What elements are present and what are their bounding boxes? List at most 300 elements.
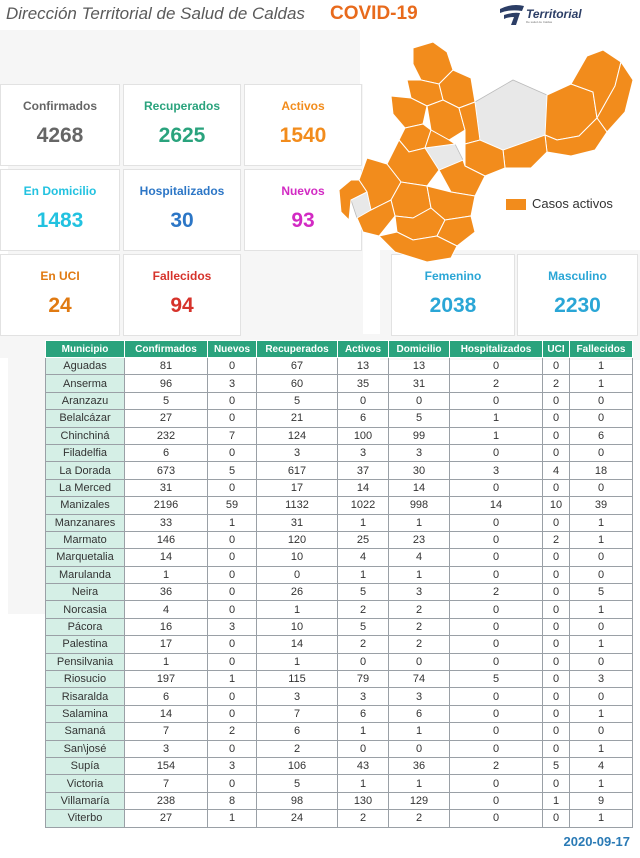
table-cell: 1	[570, 810, 633, 827]
municipio-cell: Pácora	[46, 618, 125, 635]
card-label: Femenino	[424, 269, 482, 283]
table-cell: 0	[450, 653, 543, 670]
municipio-cell: Marmato	[46, 531, 125, 548]
table-row	[46, 566, 633, 583]
card-label: En UCI	[40, 269, 80, 283]
table-cell: 130	[338, 792, 389, 809]
table-cell: 3	[257, 444, 338, 461]
table-cell: 1	[570, 705, 633, 722]
table-cell: 0	[338, 653, 389, 670]
table-cell: 16	[125, 618, 208, 635]
municipio-cell: Villamaría	[46, 792, 125, 809]
table-cell: 5	[389, 410, 450, 427]
table-row	[46, 653, 633, 670]
table-cell: 0	[389, 653, 450, 670]
table-cell: 0	[543, 584, 570, 601]
table-cell: 4	[543, 462, 570, 479]
table-row	[46, 723, 633, 740]
table-cell: 0	[338, 740, 389, 757]
table-cell: 67	[257, 358, 338, 375]
table-cell: 2	[389, 618, 450, 635]
column-header: Nuevos	[208, 341, 257, 358]
table-cell: 0	[543, 740, 570, 757]
table-cell: 3	[389, 688, 450, 705]
table-cell: 27	[125, 810, 208, 827]
card-domicilio	[0, 169, 120, 251]
municipio-cell: Aguadas	[46, 358, 125, 375]
table-cell: 6	[257, 723, 338, 740]
table-cell: 0	[450, 566, 543, 583]
table-cell: 1	[208, 810, 257, 827]
table-cell: 0	[543, 688, 570, 705]
table-cell: 0	[450, 740, 543, 757]
table-cell: 4	[338, 549, 389, 566]
card-masculino	[517, 254, 638, 336]
table-cell: 3	[208, 757, 257, 774]
table-cell: 154	[125, 757, 208, 774]
backdrop-table-side	[8, 358, 45, 614]
table-cell: 1	[389, 566, 450, 583]
table-cell: 673	[125, 462, 208, 479]
table-cell: 1	[570, 531, 633, 548]
table-cell: 1	[338, 775, 389, 792]
table-cell: 5	[450, 671, 543, 688]
table-cell: 0	[570, 618, 633, 635]
table-row	[46, 775, 633, 792]
table-row	[46, 410, 633, 427]
table-cell: 3	[570, 671, 633, 688]
table-cell: 13	[389, 358, 450, 375]
covid-heading: COVID-19	[330, 3, 418, 24]
table-cell: 13	[338, 358, 389, 375]
table-cell: 3	[208, 375, 257, 392]
table-cell: 1	[338, 514, 389, 531]
column-header: Confirmados	[125, 341, 208, 358]
table-cell: 1	[389, 514, 450, 531]
table-cell: 0	[450, 705, 543, 722]
table-cell: 2	[450, 375, 543, 392]
municipio-cell: Marquetalia	[46, 549, 125, 566]
table-cell: 37	[338, 462, 389, 479]
table-cell: 0	[208, 653, 257, 670]
municipio-cell: Belalcázar	[46, 410, 125, 427]
table-cell: 0	[450, 636, 543, 653]
table-cell: 0	[450, 531, 543, 548]
table-cell: 1	[570, 601, 633, 618]
table-row	[46, 392, 633, 409]
table-row	[46, 618, 633, 635]
table-cell: 7	[125, 723, 208, 740]
table-cell: 60	[257, 375, 338, 392]
table-cell: 3	[389, 584, 450, 601]
table-row	[46, 479, 633, 496]
municipio-cell: Victoria	[46, 775, 125, 792]
table-cell: 27	[125, 410, 208, 427]
page-title: Dirección Territorial de Salud de Caldas	[6, 4, 305, 23]
municipio-cell: Riosucio	[46, 671, 125, 688]
table-cell: 0	[570, 444, 633, 461]
table-cell: 197	[125, 671, 208, 688]
map-legend	[506, 196, 613, 211]
table-cell: 7	[257, 705, 338, 722]
table-cell: 1	[338, 723, 389, 740]
table-cell: 6	[338, 410, 389, 427]
table-cell: 0	[450, 601, 543, 618]
column-header: Activos	[338, 341, 389, 358]
table-cell: 1	[570, 775, 633, 792]
table-cell: 3	[125, 740, 208, 757]
municipios-table	[45, 340, 633, 828]
table-cell: 0	[450, 514, 543, 531]
card-value: 94	[170, 294, 194, 317]
table-cell: 0	[543, 410, 570, 427]
municipio-cell: La Merced	[46, 479, 125, 496]
table-cell: 1	[570, 740, 633, 757]
table-cell: 0	[570, 653, 633, 670]
card-label: Activos	[281, 99, 325, 113]
table-cell: 14	[257, 636, 338, 653]
municipio-cell: Manzanares	[46, 514, 125, 531]
table-cell: 1	[257, 601, 338, 618]
table-cell: 0	[389, 740, 450, 757]
table-cell: 2	[543, 531, 570, 548]
card-label: Nuevos	[281, 184, 325, 198]
table-cell: 0	[208, 688, 257, 705]
table-cell: 0	[208, 358, 257, 375]
table-cell: 23	[389, 531, 450, 548]
table-cell: 3	[208, 618, 257, 635]
table-cell: 1132	[257, 497, 338, 514]
table-cell: 0	[208, 392, 257, 409]
table-row	[46, 549, 633, 566]
table-cell: 2	[208, 723, 257, 740]
table-cell: 0	[208, 444, 257, 461]
table-cell: 5	[338, 584, 389, 601]
table-cell: 21	[257, 410, 338, 427]
table-cell: 96	[125, 375, 208, 392]
backdrop-top	[0, 30, 360, 84]
table-cell: 0	[543, 566, 570, 583]
municipio-cell: Salamina	[46, 705, 125, 722]
table-cell: 0	[208, 705, 257, 722]
table-cell: 6	[338, 705, 389, 722]
municipio-cell: Manizales	[46, 497, 125, 514]
table-cell: 0	[543, 775, 570, 792]
municipio-cell: Samaná	[46, 723, 125, 740]
table-body	[46, 358, 633, 828]
table-cell: 5	[208, 462, 257, 479]
table-cell: 10	[257, 549, 338, 566]
table-cell: 0	[450, 810, 543, 827]
card-value: 1540	[279, 124, 327, 147]
table-cell: 3	[338, 444, 389, 461]
card-label: Recuperados	[143, 99, 221, 113]
table-cell: 0	[208, 566, 257, 583]
column-header: Municipio	[46, 341, 125, 358]
table-cell: 0	[208, 410, 257, 427]
column-header: Hospitalizados	[450, 341, 543, 358]
table-row	[46, 531, 633, 548]
card-value: 30	[170, 209, 194, 232]
table-cell: 124	[257, 427, 338, 444]
table-cell: 0	[570, 723, 633, 740]
table-cell: 0	[543, 358, 570, 375]
table-cell: 1	[338, 566, 389, 583]
table-cell: 26	[257, 584, 338, 601]
table-cell: 1	[389, 723, 450, 740]
table-row	[46, 705, 633, 722]
table-cell: 1	[257, 653, 338, 670]
table-cell: 0	[543, 514, 570, 531]
card-uci	[0, 254, 120, 336]
table-row	[46, 671, 633, 688]
table-row	[46, 444, 633, 461]
card-value: 2230	[554, 294, 601, 317]
table-cell: 5	[125, 392, 208, 409]
table-cell: 1	[570, 375, 633, 392]
table-cell: 0	[450, 775, 543, 792]
table-cell: 33	[125, 514, 208, 531]
legend-swatch	[506, 199, 526, 210]
table-cell: 0	[543, 810, 570, 827]
table-cell: 2	[450, 584, 543, 601]
table-cell: 0	[570, 566, 633, 583]
table-cell: 0	[208, 549, 257, 566]
municipio-cell: Aranzazu	[46, 392, 125, 409]
table-cell: 18	[570, 462, 633, 479]
table-cell: 43	[338, 757, 389, 774]
table-cell: 0	[257, 566, 338, 583]
table-header-row	[46, 341, 633, 358]
table-cell: 10	[257, 618, 338, 635]
table-cell: 4	[125, 601, 208, 618]
table-cell: 2	[389, 601, 450, 618]
table-row	[46, 584, 633, 601]
table-cell: 25	[338, 531, 389, 548]
municipio-cell: Supía	[46, 757, 125, 774]
municipio-cell: Chinchiná	[46, 427, 125, 444]
table-cell: 0	[570, 688, 633, 705]
municipio-cell: Viterbo	[46, 810, 125, 827]
table-row	[46, 358, 633, 375]
table-cell: 30	[389, 462, 450, 479]
card-fallecidos	[123, 254, 241, 336]
table-row	[46, 757, 633, 774]
table-cell: 2	[389, 636, 450, 653]
table-cell: 14	[125, 705, 208, 722]
table-cell: 14	[338, 479, 389, 496]
logo-swoosh-icon	[498, 3, 524, 27]
card-value: 4268	[36, 124, 84, 147]
table-cell: 0	[450, 792, 543, 809]
table-cell: 5	[257, 775, 338, 792]
table-cell: 0	[543, 444, 570, 461]
table-cell: 2	[338, 636, 389, 653]
table-cell: 0	[543, 601, 570, 618]
table-cell: 1	[125, 566, 208, 583]
table-cell: 14	[389, 479, 450, 496]
table-cell: 81	[125, 358, 208, 375]
table-cell: 17	[125, 636, 208, 653]
municipio-cell: Anserma	[46, 375, 125, 392]
column-header: Domicilio	[389, 341, 450, 358]
table-cell: 120	[257, 531, 338, 548]
card-label: En Domicilio	[23, 184, 97, 198]
table-cell: 3	[338, 688, 389, 705]
card-label: Fallecidos	[152, 269, 212, 283]
table-row	[46, 810, 633, 827]
column-header: Recuperados	[257, 341, 338, 358]
table-cell: 0	[450, 358, 543, 375]
table-row	[46, 427, 633, 444]
table-cell: 0	[543, 705, 570, 722]
table-cell: 79	[338, 671, 389, 688]
table-cell: 0	[543, 427, 570, 444]
table-row	[46, 792, 633, 809]
card-value: 24	[48, 294, 72, 317]
table-cell: 2	[338, 601, 389, 618]
table-cell: 10	[543, 497, 570, 514]
municipio-cell: Marulanda	[46, 566, 125, 583]
municipio-cell: San\josé	[46, 740, 125, 757]
table-cell: 0	[570, 410, 633, 427]
table-cell: 99	[389, 427, 450, 444]
table-cell: 0	[450, 723, 543, 740]
table-cell: 1	[208, 671, 257, 688]
table-cell: 36	[125, 584, 208, 601]
table-cell: 98	[257, 792, 338, 809]
card-femenino	[391, 254, 515, 336]
card-value: 1483	[36, 209, 84, 232]
table-cell: 0	[208, 775, 257, 792]
logo-text: Territorial	[526, 7, 582, 21]
table-cell: 0	[389, 392, 450, 409]
table-cell: 2	[338, 810, 389, 827]
table-cell: 14	[450, 497, 543, 514]
table-cell: 3	[257, 688, 338, 705]
card-label: Confirmados	[22, 99, 97, 113]
table-cell: 129	[389, 792, 450, 809]
table-cell: 35	[338, 375, 389, 392]
table-cell: 0	[543, 653, 570, 670]
municipio-cell: Risaralda	[46, 688, 125, 705]
table-row	[46, 688, 633, 705]
municipio-cell: Norcasia	[46, 601, 125, 618]
table-cell: 3	[389, 444, 450, 461]
table-row	[46, 375, 633, 392]
table-cell: 0	[338, 392, 389, 409]
table-cell: 1	[543, 792, 570, 809]
table-cell: 2	[543, 375, 570, 392]
table-row	[46, 514, 633, 531]
table-row	[46, 740, 633, 757]
table-row	[46, 497, 633, 514]
table-cell: 1	[570, 514, 633, 531]
table-cell: 0	[543, 671, 570, 688]
table-cell: 0	[543, 479, 570, 496]
table-cell: 0	[208, 740, 257, 757]
table-cell: 6	[389, 705, 450, 722]
table-cell: 100	[338, 427, 389, 444]
table-cell: 0	[543, 392, 570, 409]
card-hospitalizados	[123, 169, 241, 251]
table-row	[46, 636, 633, 653]
table-cell: 232	[125, 427, 208, 444]
table-cell: 36	[389, 757, 450, 774]
municipio-cell: Pensilvania	[46, 653, 125, 670]
table-cell: 998	[389, 497, 450, 514]
municipio-cell: Filadelfia	[46, 444, 125, 461]
table-cell: 2	[389, 810, 450, 827]
table-cell: 1	[208, 514, 257, 531]
table-cell: 0	[543, 723, 570, 740]
table-cell: 0	[543, 636, 570, 653]
table-cell: 7	[125, 775, 208, 792]
table-cell: 59	[208, 497, 257, 514]
table-cell: 31	[257, 514, 338, 531]
card-label: Masculino	[548, 269, 607, 283]
table-cell: 1	[450, 427, 543, 444]
table-cell: 238	[125, 792, 208, 809]
table-cell: 7	[208, 427, 257, 444]
table-cell: 0	[208, 479, 257, 496]
table-cell: 146	[125, 531, 208, 548]
logo-subtext: De salud de Caldas	[526, 20, 553, 24]
table-cell: 0	[450, 618, 543, 635]
table-cell: 6	[125, 688, 208, 705]
card-value: 93	[291, 209, 315, 232]
table-cell: 14	[125, 549, 208, 566]
card-recuperados	[123, 84, 241, 166]
table-cell: 8	[208, 792, 257, 809]
table-cell: 24	[257, 810, 338, 827]
table-cell: 1	[389, 775, 450, 792]
table-cell: 106	[257, 757, 338, 774]
table-cell: 2	[257, 740, 338, 757]
table-cell: 0	[208, 584, 257, 601]
card-confirmados	[0, 84, 120, 166]
table-cell: 0	[450, 688, 543, 705]
table-cell: 1022	[338, 497, 389, 514]
table-cell: 1	[570, 636, 633, 653]
column-header: Fallecidos	[570, 341, 633, 358]
report-date: 2020-09-17	[563, 834, 630, 849]
table-cell: 1	[570, 358, 633, 375]
table-row	[46, 462, 633, 479]
municipio-cell: Palestina	[46, 636, 125, 653]
table-cell: 5	[570, 584, 633, 601]
municipio-cell: Neira	[46, 584, 125, 601]
table-cell: 6	[570, 427, 633, 444]
card-label: Hospitalizados	[139, 184, 225, 198]
table-cell: 0	[450, 549, 543, 566]
municipio-cell: La Dorada	[46, 462, 125, 479]
table-cell: 0	[570, 392, 633, 409]
table-cell: 1	[450, 410, 543, 427]
table-cell: 2	[450, 757, 543, 774]
table-cell: 31	[389, 375, 450, 392]
table-cell: 5	[338, 618, 389, 635]
table-cell: 0	[450, 479, 543, 496]
table-cell: 5	[543, 757, 570, 774]
card-value: 2038	[429, 294, 477, 317]
column-header: UCI	[543, 341, 570, 358]
table-cell: 4	[570, 757, 633, 774]
table-cell: 617	[257, 462, 338, 479]
table-cell: 0	[570, 479, 633, 496]
legend-label: Casos activos	[532, 196, 613, 211]
caldas-map	[335, 40, 635, 265]
